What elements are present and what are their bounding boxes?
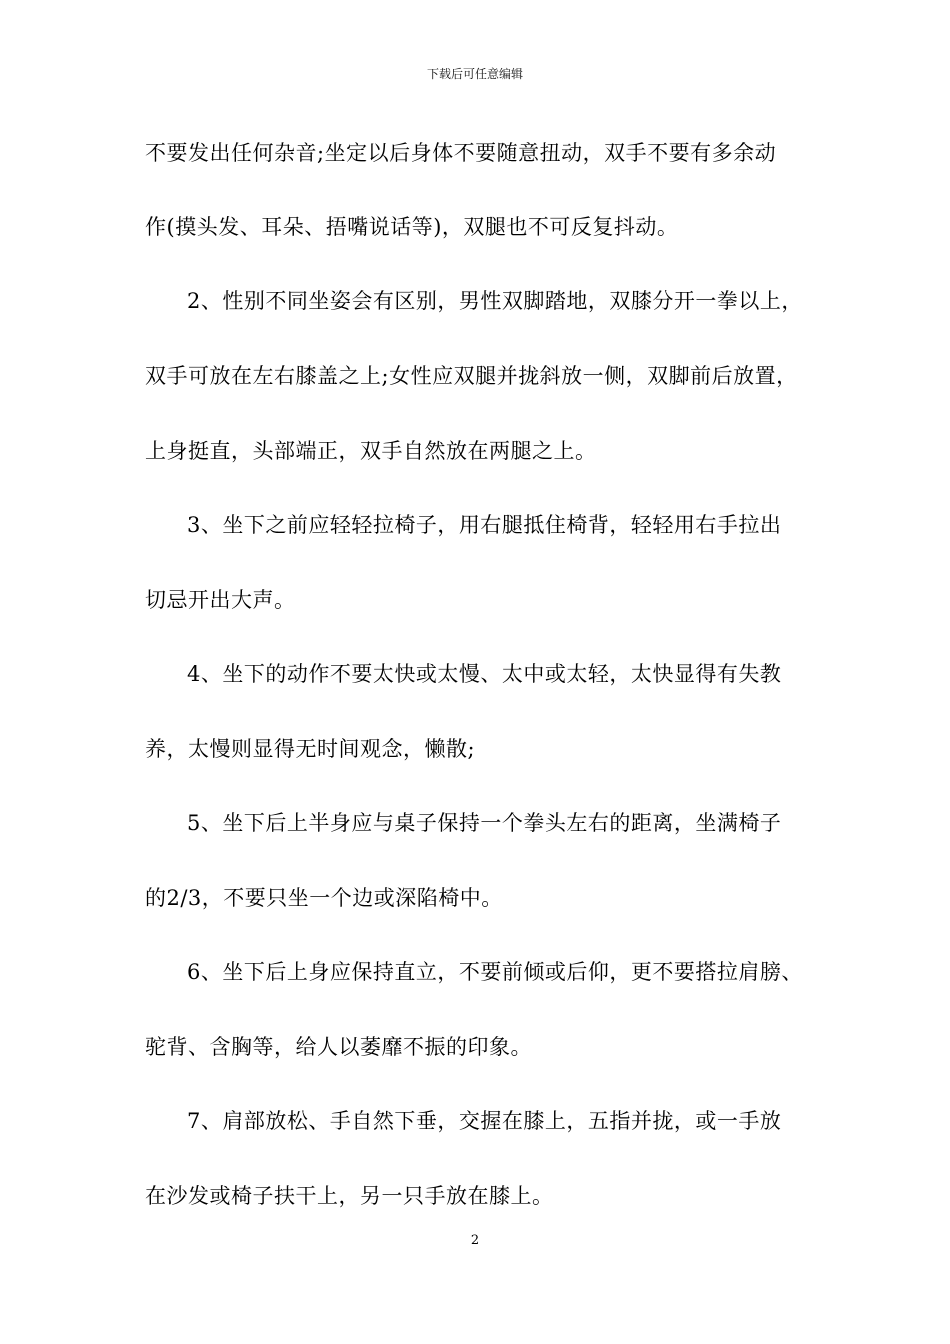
text-line: 不要发出任何杂音;坐定以后身体不要随意扭动，双手不要有多余动: [145, 141, 777, 165]
paragraph-start-line: 5、坐下后上半身应与桌子保持一个拳头左右的距离，坐满椅子: [187, 811, 782, 835]
paragraph-start-line: 6、坐下后上身应保持直立，不要前倾或后仰，更不要搭拉肩膀、: [187, 960, 803, 984]
paragraph-start-line: 3、坐下之前应轻轻拉椅子，用右腿抵住椅背，轻轻用右手拉出: [187, 513, 782, 537]
text-line: 上身挺直，头部端正，双手自然放在两腿之上。: [145, 439, 597, 463]
text-line: 驼背、含胸等，给人以萎靡不振的印象。: [145, 1035, 532, 1059]
text-line: 的2/3，不要只坐一个边或深陷椅中。: [145, 886, 503, 910]
text-line: 在沙发或椅子扶干上，另一只手放在膝上。: [145, 1184, 554, 1208]
text-line: 养，太慢则显得无时间观念，懒散;: [145, 737, 476, 761]
page-header: 下载后可任意编辑: [426, 67, 523, 81]
text-line: 双手可放在左右膝盖之上;女性应双腿并拢斜放一侧，双脚前后放置，: [145, 364, 798, 388]
paragraph-start-line: 7、肩部放松、手自然下垂，交握在膝上，五指并拢，或一手放: [187, 1109, 782, 1133]
text-line: 切忌开出大声。: [145, 588, 296, 612]
page-number: 2: [470, 1233, 480, 1248]
text-line: 作(摸头发、耳朵、捂嘴说话等)，双腿也不可反复抖动。: [145, 215, 679, 239]
paragraph-start-line: 2、性别不同坐姿会有区别，男性双脚踏地，双膝分开一拳以上，: [187, 289, 803, 313]
paragraph-start-line: 4、坐下的动作不要太快或太慢、太中或太轻，太快显得有失教: [187, 662, 782, 686]
